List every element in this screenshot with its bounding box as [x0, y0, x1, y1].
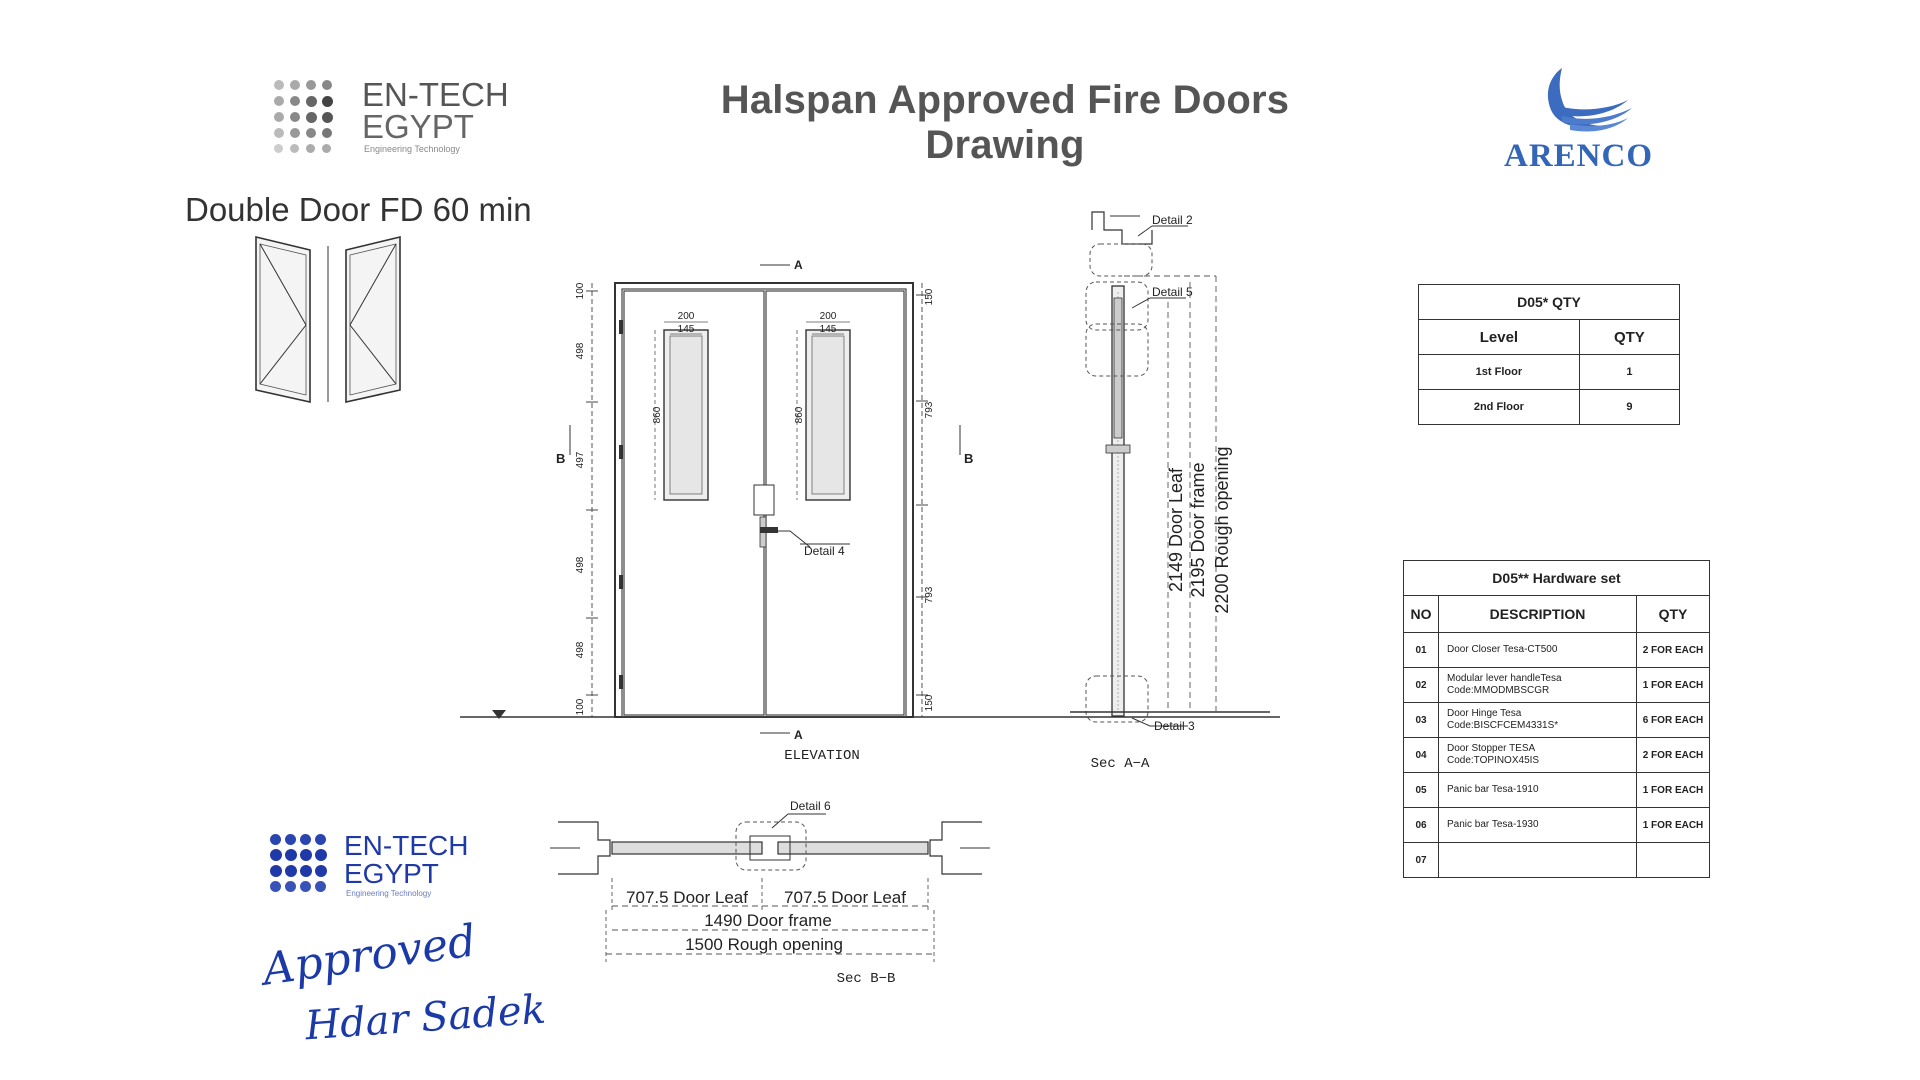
- hw-col-qty: QTY: [1637, 596, 1710, 633]
- table-row: [1404, 773, 1710, 808]
- hw-desc-cell: [1439, 703, 1637, 738]
- rough-opening-dim: 2200 Rough opening: [1212, 446, 1232, 614]
- table-row: [1404, 808, 1710, 843]
- plan-leaf-right: [778, 842, 928, 854]
- section-bb-label: Sec B−B: [836, 971, 896, 987]
- dim-hinge-2: 497: [575, 451, 586, 469]
- hw-desc-cell: [1439, 738, 1637, 773]
- plan-leaf-right-dim: 707.5 Door Leaf: [784, 888, 906, 907]
- dim-right-2: 793: [924, 586, 935, 604]
- vision-height-left: 860: [652, 406, 663, 424]
- hw-desc-line1: Door Stopper TESA: [1447, 743, 1536, 754]
- plan-leaf-left: [612, 842, 762, 854]
- approved-handwriting: Approved: [259, 915, 480, 996]
- detail4-label: Detail 4: [804, 544, 845, 558]
- qty-table: [1418, 284, 1680, 425]
- door-type-label: Double Door FD 60 min: [185, 191, 532, 228]
- hw-desc-cell: [1439, 843, 1637, 878]
- logo-dot-grid: [270, 78, 358, 158]
- qty-col-level: Level: [1419, 320, 1580, 355]
- hw-desc-cell: [1439, 668, 1637, 703]
- entech-logo-bottom: [268, 832, 498, 902]
- hw-desc-line1: Door Hinge Tesa: [1447, 708, 1522, 719]
- hw-no-cell: 01: [1404, 633, 1439, 668]
- vision-width-right: 200: [819, 311, 837, 322]
- hw-qty-cell: 2 FOR EACH: [1637, 738, 1710, 773]
- detail2-label: Detail 2: [1152, 213, 1193, 227]
- section-aa-drawing: [1070, 200, 1330, 780]
- qty-value-cell: 1: [1579, 355, 1679, 390]
- entech-country-blue: EGYPT: [344, 858, 439, 889]
- hw-qty-cell: 1 FOR EACH: [1637, 773, 1710, 808]
- detail6-label: Detail 6: [790, 799, 831, 813]
- hw-qty-cell: 1 FOR EACH: [1637, 808, 1710, 843]
- hardware-table-caption: D05** Hardware set: [1404, 561, 1710, 596]
- logo-dot-grid-blue: [268, 832, 338, 902]
- hw-no-cell: 04: [1404, 738, 1439, 773]
- table-row: [1404, 668, 1710, 703]
- dim-hinge-4: 498: [575, 641, 586, 659]
- hw-desc-line2: Code:BISCFCEM4331S*: [1447, 720, 1559, 731]
- hw-desc-line2: Code:TOPINOX45IS: [1447, 755, 1540, 766]
- vision-glass-left: 145: [677, 324, 695, 335]
- entech-name-blue: EN-TECH: [344, 830, 469, 861]
- table-row: [1404, 738, 1710, 773]
- elevation-label: ELEVATION: [784, 748, 860, 764]
- hw-desc-line1: Modular lever handleTesa: [1447, 673, 1562, 684]
- signature: Hdar Sadek: [303, 986, 548, 1050]
- entech-tagline: Engineering Technology: [364, 144, 460, 154]
- dim-hinge-3: 498: [575, 556, 586, 574]
- dim-right-1: 793: [924, 401, 935, 419]
- section-marker-b-right: B: [964, 451, 974, 466]
- entech-name: EN-TECH: [362, 76, 509, 113]
- hw-no-cell: 07: [1404, 843, 1439, 878]
- hw-no-cell: 06: [1404, 808, 1439, 843]
- hw-desc-line1: Panic bar Tesa-1930: [1447, 819, 1539, 830]
- vision-height-right: 860: [794, 406, 805, 424]
- entech-country: EGYPT: [362, 108, 474, 145]
- table-row: [1419, 390, 1680, 425]
- section-marker-a-bottom: A: [794, 728, 803, 742]
- hw-desc-line2: Code:MMODMBSCGR: [1447, 685, 1550, 696]
- section-marker-b-left: B: [556, 451, 566, 466]
- hw-no-cell: 03: [1404, 703, 1439, 738]
- qty-table-caption: D05* QTY: [1419, 285, 1680, 320]
- hw-desc-cell: [1439, 808, 1637, 843]
- door-leaf-dim: 2149 Door Leaf: [1166, 467, 1186, 593]
- entech-tagline-blue: Engineering Technology: [346, 889, 432, 898]
- vision-width-left: 200: [677, 311, 695, 322]
- hw-desc-line1: Door Closer Tesa-CT500: [1447, 644, 1558, 655]
- table-row: [1404, 703, 1710, 738]
- detail5-label: Detail 5: [1152, 285, 1193, 299]
- hw-no-cell: 05: [1404, 773, 1439, 808]
- table-row: [1404, 843, 1710, 878]
- section-marker-a-top: A: [794, 258, 803, 272]
- arenco-name: ARENCO: [1504, 138, 1654, 174]
- dim-bottom-gap-right: 150: [924, 694, 935, 712]
- qty-level-cell: 1st Floor: [1419, 355, 1580, 390]
- lever-handle: [754, 485, 774, 515]
- table-row: [1419, 355, 1680, 390]
- dim-hinge-1: 498: [575, 342, 586, 360]
- table-row: [1404, 633, 1710, 668]
- double-door-symbol: [250, 232, 420, 412]
- qty-value-cell: 9: [1579, 390, 1679, 425]
- qty-col-qty: QTY: [1579, 320, 1679, 355]
- hw-qty-cell: 2 FOR EACH: [1637, 633, 1710, 668]
- dim-top-gap-right: 150: [924, 288, 935, 306]
- hw-qty-cell: 1 FOR EACH: [1637, 668, 1710, 703]
- dim-bottom-gap: 100: [575, 698, 586, 716]
- arenco-emblem-icon: [1500, 60, 1680, 140]
- hw-desc-line1: Panic bar Tesa-1910: [1447, 784, 1539, 795]
- qty-level-cell: 2nd Floor: [1419, 390, 1580, 425]
- vision-glass-right: 145: [819, 324, 837, 335]
- door-frame-dim: 2195 Door frame: [1188, 462, 1208, 598]
- entech-logo-top: [270, 78, 530, 158]
- section-bb-drawing: [540, 790, 1000, 990]
- detail3-label: Detail 3: [1154, 719, 1195, 733]
- page-title: Halspan Approved Fire Doors Drawing: [720, 78, 1290, 167]
- hw-desc-cell: [1439, 773, 1637, 808]
- hw-no-cell: 02: [1404, 668, 1439, 703]
- plan-frame-dim: 1490 Door frame: [704, 911, 832, 930]
- hw-desc-cell: [1439, 633, 1637, 668]
- hw-col-no: NO: [1404, 596, 1439, 633]
- hw-qty-cell: 6 FOR EACH: [1637, 703, 1710, 738]
- plan-leaf-left-dim: 707.5 Door Leaf: [626, 888, 748, 907]
- arenco-logo: [1500, 60, 1680, 175]
- section-aa-label: Sec A−A: [1090, 756, 1150, 772]
- hw-qty-cell: [1637, 843, 1710, 878]
- hardware-table: [1403, 560, 1710, 878]
- plan-rough-dim: 1500 Rough opening: [685, 935, 843, 954]
- dim-top-gap: 100: [575, 282, 586, 300]
- hw-col-description: DESCRIPTION: [1439, 596, 1637, 633]
